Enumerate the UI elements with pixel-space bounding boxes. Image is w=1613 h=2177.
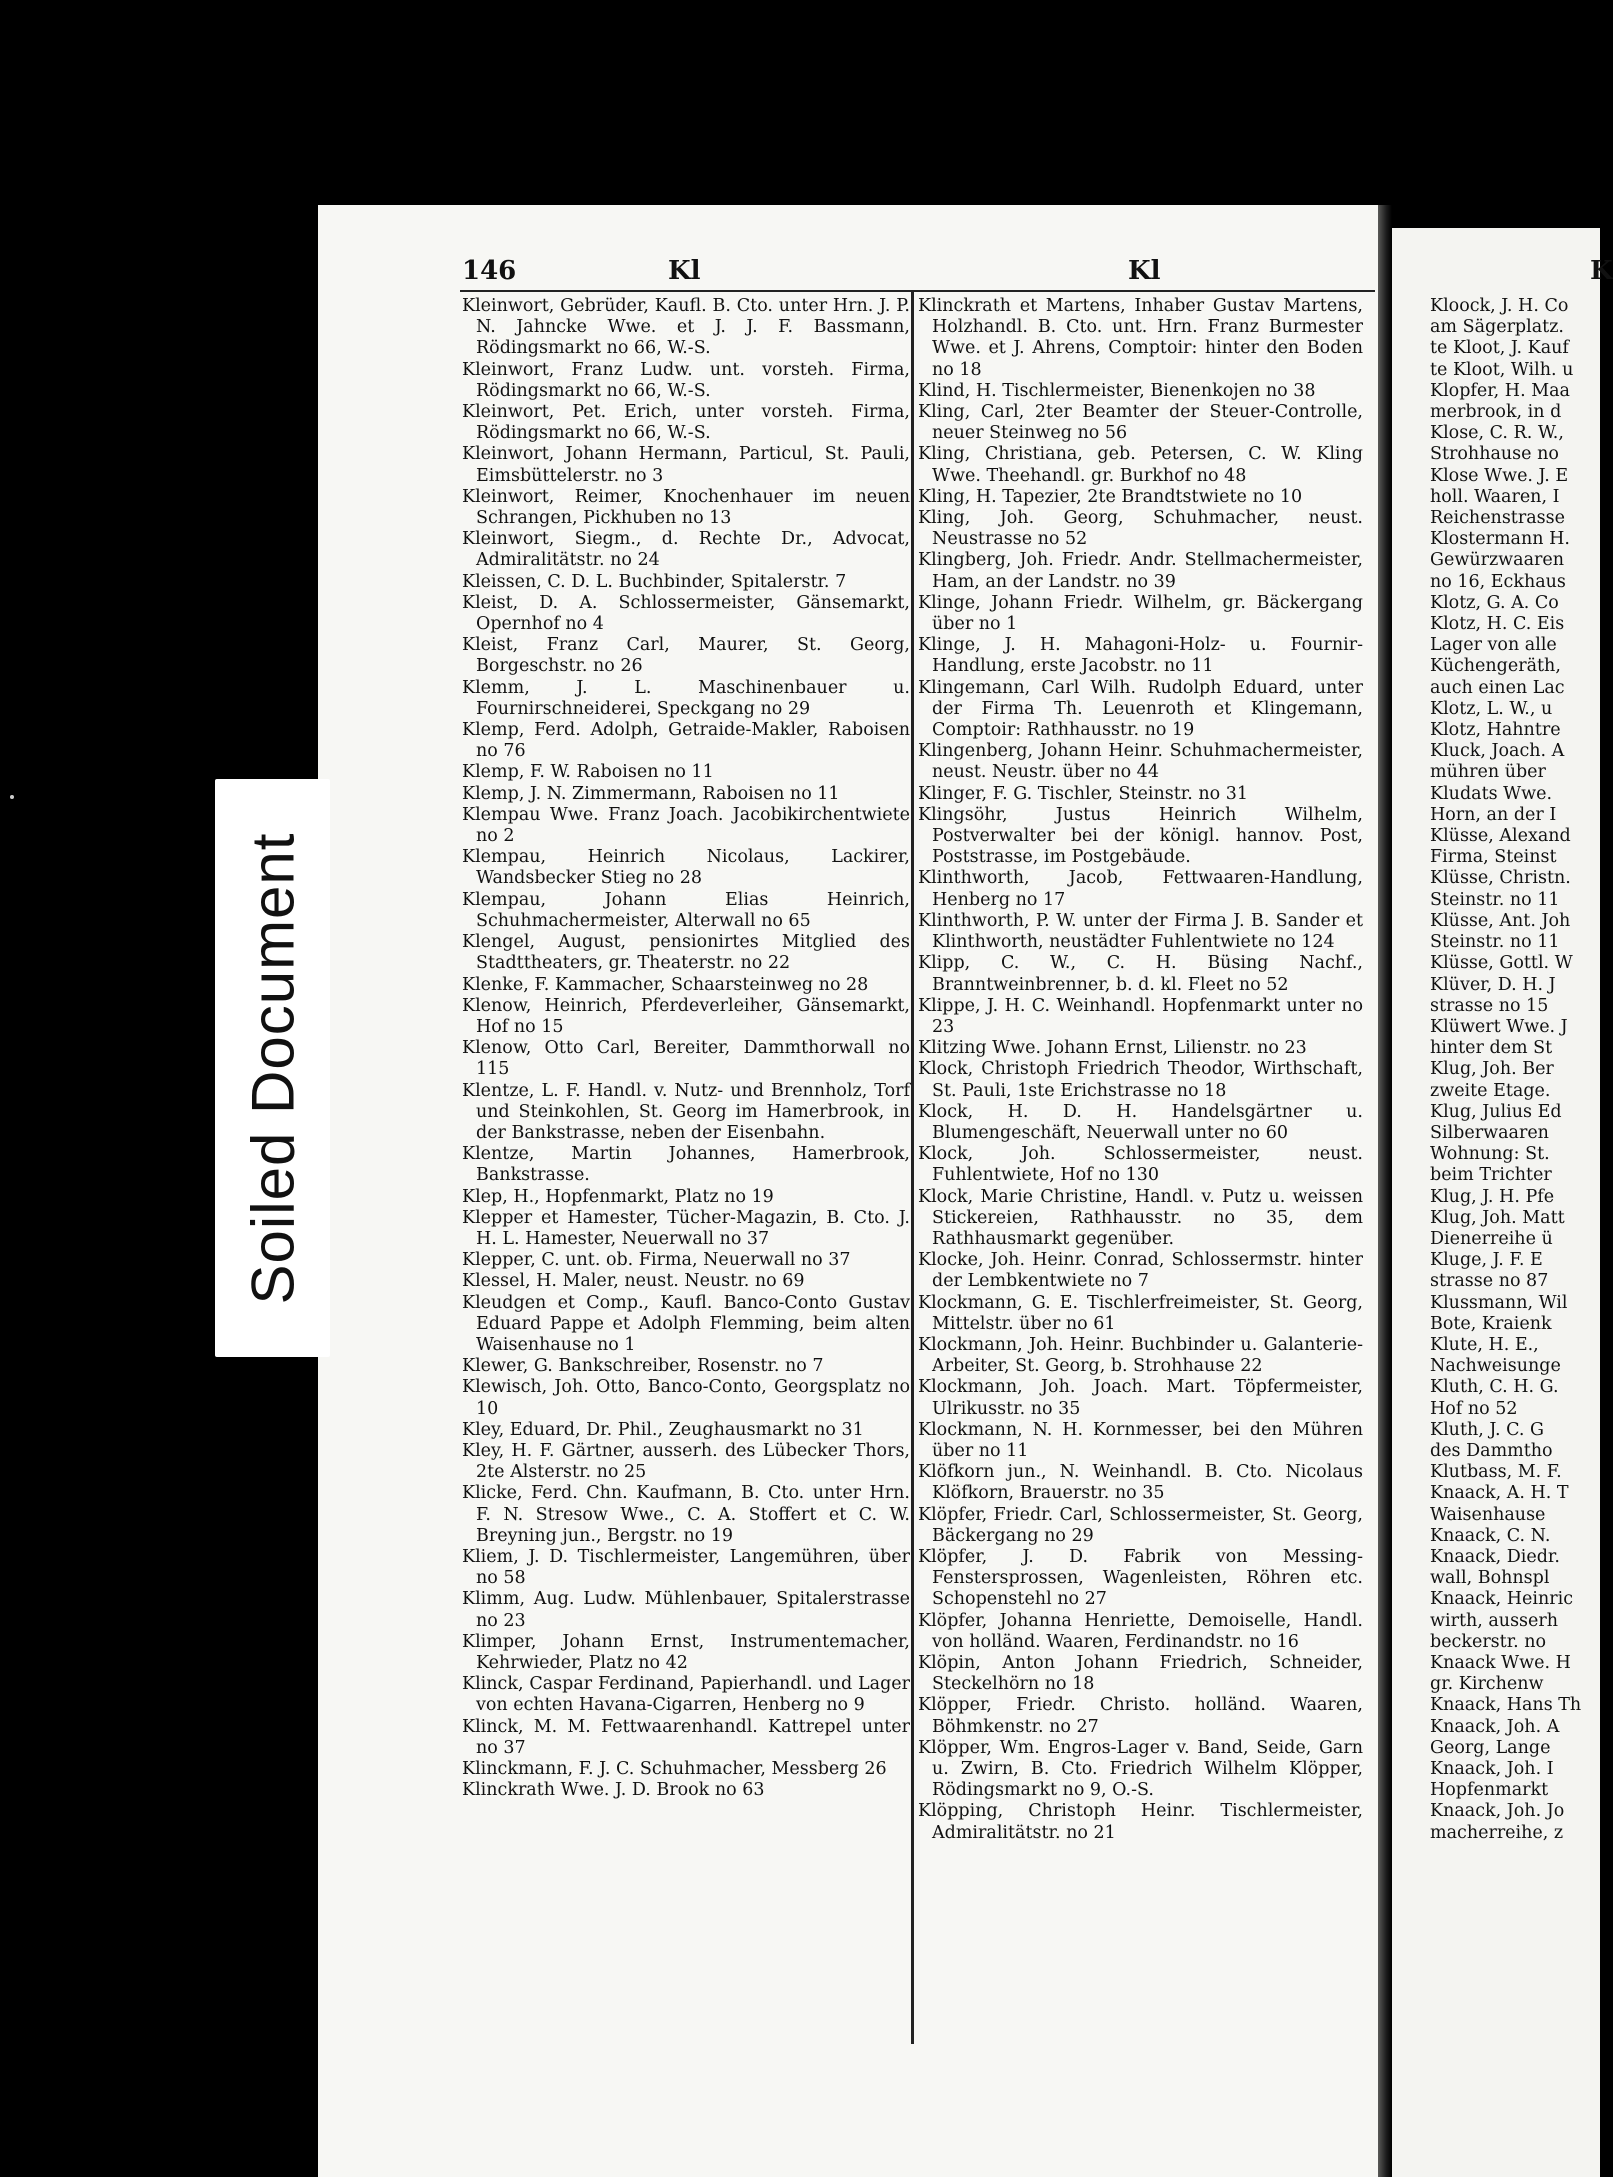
directory-line: Dienerreihe ü (1430, 1228, 1553, 1249)
directory-line: Klussmann, Wil (1430, 1292, 1568, 1313)
directory-line: Firma, Steinst (1430, 847, 1557, 868)
directory-entry: Klingberg, Joh. Friedr. Andr. Stellmachermeister, Ham, an der Landstr. no 39 (918, 550, 1363, 592)
directory-line: macherreihe, z (1430, 1822, 1564, 1843)
directory-entry: Klempau, Heinrich Nicolaus, Lackirer, Wandsbecker Stieg no 28 (462, 847, 910, 889)
directory-line: Hof no 52 (1430, 1398, 1518, 1419)
directory-entry: Kley, H. F. Gärtner, ausserh. des Lübecker Thors, 2te Alsterstr. no 25 (462, 1440, 910, 1483)
directory-entry: Klempau, Johann Elias Heinrich, Schuhmachermeister, Alterwall no 65 (462, 889, 910, 931)
directory-entry: Klenke, F. Kammacher, Schaarsteinweg no 28 (462, 974, 869, 995)
directory-line: Steinstr. no 11 (1430, 889, 1560, 910)
directory-entry: Kleinwort, Franz Ludw. unt. vorsteh. Firma, Rödingsmarkt no 66, W.-S. (462, 359, 910, 401)
directory-entry: Kleudgen et Comp., Kaufl. Banco-Conto Gustav Eduard Pappe et Adolph Flemming, beim alten Waisenhause no 1 (462, 1292, 910, 1355)
directory-line: wirth, ausserh (1430, 1610, 1559, 1631)
directory-entry: Klockmann, G. E. Tischlerfreimeister, St. Georg, Mittelstr. über no 61 (918, 1292, 1363, 1334)
directory-entry: Kling, Carl, 2ter Beamter der Steuer-Controlle, neuer Steinweg no 56 (918, 402, 1363, 444)
directory-line: Kluge, J. F. E (1430, 1250, 1543, 1271)
directory-entry: Klewer, G. Bankschreiber, Rosenstr. no 7 (462, 1356, 824, 1377)
running-head-left: Kl (668, 256, 701, 286)
middle-column (918, 296, 1363, 1844)
directory-entry: Klimm, Aug. Ludw. Mühlenbauer, Spitalerstrasse no 23 (462, 1589, 910, 1631)
directory-entry: Klepper et Hamester, Tücher-Magazin, B. Cto. J. H. L. Hamester, Neuerwall no 37 (462, 1207, 910, 1249)
directory-entry: Klicke, Ferd. Chn. Kaufmann, B. Cto. unter Hrn. F. N. Stresow Wwe., C. A. Stoffert et C. W. Breyning jun., Bergstr. no 19 (462, 1483, 910, 1546)
directory-entry: Klinck, M. M. Fettwaarenhandl. Kattrepel unter no 37 (462, 1716, 910, 1758)
stamp-label: Soiled Document (239, 832, 307, 1304)
directory-line: Klug, J. H. Pfe (1430, 1186, 1555, 1207)
directory-entry: Klinthworth, Jacob, Fettwaaren-Handlung, Henberg no 17 (918, 868, 1363, 910)
directory-entry: Klockmann, Joh. Joach. Mart. Töpfermeister, Ulrikusstr. no 35 (918, 1377, 1363, 1419)
header-rule (460, 290, 1375, 292)
directory-line: Silberwaaren (1430, 1122, 1549, 1143)
directory-line: Kludats Wwe. (1430, 783, 1553, 804)
directory-line: strasse no 87 (1430, 1271, 1549, 1292)
directory-entry: Klimper, Johann Ernst, Instrumentemacher, Kehrwieder, Platz no 42 (462, 1631, 910, 1673)
directory-line: Knaack, C. N. (1430, 1525, 1551, 1546)
directory-line: Reichenstrasse (1430, 508, 1565, 529)
directory-entry: Klinck, Caspar Ferdinand, Papierhandl. und Lager von echten Havana-Cigarren, Henberg no 9 (462, 1674, 910, 1716)
directory-line: beim Trichter (1430, 1165, 1552, 1186)
directory-entry: Klentze, Martin Johannes, Hamerbrook, Bankstrasse. (462, 1144, 910, 1186)
directory-line: wall, Bohnspl (1430, 1568, 1550, 1589)
right-page-column (1430, 296, 1605, 1844)
directory-line: Gewürzwaaren (1430, 550, 1565, 571)
directory-line: Klotz, G. A. Co (1430, 592, 1559, 613)
directory-line: hinter dem St (1430, 1038, 1553, 1059)
directory-line: Klüver, D. H. J (1430, 974, 1556, 995)
directory-line: Klotz, H. C. Eis (1430, 614, 1565, 635)
directory-entry: Kleinwort, Gebrüder, Kaufl. B. Cto. unter Hrn. J. P. N. Jahncke Wwe. et J. J. F. Bassmann, Rödingsmarkt no 66, W.-S. (462, 296, 910, 359)
directory-entry: Klewisch, Joh. Otto, Banco-Conto, Georgsplatz no 10 (462, 1377, 910, 1419)
directory-line: Knaack, Joh. Jo (1430, 1801, 1565, 1822)
left-column (462, 296, 910, 1801)
directory-entry: Klepper, C. unt. ob. Firma, Neuerwall no 37 (462, 1250, 851, 1271)
directory-entry: Klemp, J. N. Zimmermann, Raboisen no 11 (462, 783, 840, 804)
running-head-mid: Kl (1128, 256, 1161, 286)
directory-line: Klute, H. E., (1430, 1334, 1539, 1355)
directory-entry: Klockmann, N. H. Kornmesser, bei den Mühren über no 11 (918, 1419, 1363, 1461)
directory-line: holl. Waaren, I (1430, 486, 1560, 507)
directory-entry: Klitzing Wwe. Johann Ernst, Lilienstr. no 23 (918, 1038, 1307, 1059)
directory-entry: Klemp, F. W. Raboisen no 11 (462, 762, 714, 783)
directory-line: Knaack, Diedr. (1430, 1546, 1560, 1567)
directory-entry: Klock, Marie Christine, Handl. v. Putz u. weissen Stickereien, Rathhausstr. no 35, dem Rathhausmarkt gegenüber. (918, 1186, 1363, 1249)
directory-entry: Kling, H. Tapezier, 2te Brandtstwiete no 10 (918, 486, 1303, 507)
directory-entry: Klöpfer, J. D. Fabrik von Messing-Fenstersprossen, Wagenleisten, Röhren etc. Schopenstehl no 27 (918, 1546, 1363, 1610)
directory-entry: Klemp, Ferd. Adolph, Getraide-Makler, Raboisen no 76 (462, 720, 910, 762)
directory-entry: Klenow, Otto Carl, Bereiter, Dammthorwall no 115 (462, 1038, 910, 1080)
directory-entry: Klempau Wwe. Franz Joach. Jacobikirchentwiete no 2 (462, 804, 910, 847)
book-gutter (1378, 205, 1392, 2177)
directory-line: Klüsse, Alexand (1430, 826, 1571, 847)
directory-line: Wohnung: St. (1430, 1144, 1550, 1165)
binding-tab (1303, 0, 1403, 190)
directory-line: Georg, Lange (1430, 1737, 1551, 1758)
directory-entry: Klippe, J. H. C. Weinhandl. Hopfenmarkt unter no 23 (918, 995, 1363, 1037)
directory-entry: Klockmann, Joh. Heinr. Buchbinder u. Galanterie-Arbeiter, St. Georg, b. Strohhause 22 (918, 1334, 1363, 1377)
directory-line: Klopfer, H. Maa (1430, 380, 1570, 401)
directory-entry: Kley, Eduard, Dr. Phil., Zeughausmarkt no 31 (462, 1419, 864, 1440)
directory-entry: Klinge, J. H. Mahagoni-Holz- u. Fournir-Handlung, erste Jacobstr. no 11 (918, 635, 1363, 677)
directory-line: auch einen Lac (1430, 677, 1565, 698)
directory-line: Knaack Wwe. H (1430, 1653, 1571, 1673)
directory-entry: Kliem, J. D. Tischlermeister, Langemühren, über no 58 (462, 1546, 910, 1589)
directory-line: am Sägerplatz. (1430, 317, 1564, 338)
directory-entry: Klep, H., Hopfenmarkt, Platz no 19 (462, 1186, 774, 1207)
directory-line: Klüsse, Ant. Joh (1430, 910, 1571, 931)
directory-entry: Klessel, H. Maler, neust. Neustr. no 69 (462, 1271, 805, 1292)
directory-entry: Klöpin, Anton Johann Friedrich, Schneider, Steckelhörn no 18 (918, 1653, 1363, 1695)
directory-line: Klüsse, Gottl. W (1430, 953, 1573, 974)
directory-line: no 16, Eckhaus (1430, 571, 1566, 592)
directory-line: te Kloot, J. Kauf (1430, 338, 1569, 359)
directory-entry: Klöpfer, Friedr. Carl, Schlossermeister, St. Georg, Bäckergang no 29 (918, 1504, 1363, 1546)
directory-entry: Klinthworth, P. W. unter der Firma J. B. Sander et Klinthworth, neustädter Fuhlentwiete no 124 (918, 910, 1363, 953)
directory-entry: Kleinwort, Pet. Erich, unter vorsteh. Firma, Rödingsmarkt no 66, W.-S. (462, 402, 910, 444)
directory-line: Kluth, C. H. G. (1430, 1377, 1559, 1398)
page-number: 146 (462, 256, 517, 286)
directory-entry: Klöpper, Wm. Engros-Lager v. Band, Seide, Garn u. Zwirn, B. Cto. Friedrich Wilhelm Klöpper, Rödingsmarkt no 9, O.-S. (918, 1737, 1363, 1801)
directory-entry: Klöpper, Friedr. Christo. holländ. Waaren, Böhmkenstr. no 27 (918, 1695, 1363, 1737)
directory-entry: Klingenberg, Johann Heinr. Schuhmachermeister, neust. Neustr. über no 44 (918, 741, 1363, 783)
directory-line: te Kloot, Wilh. u (1430, 359, 1574, 380)
directory-entry: Klöfkorn jun., N. Weinhandl. B. Cto. Nicolaus Klöfkorn, Brauerstr. no 35 (918, 1462, 1363, 1504)
directory-entry: Kleinwort, Johann Hermann, Particul, St. Pauli, Eimsbüttelerstr. no 3 (462, 444, 910, 486)
directory-line: Bote, Kraienk (1430, 1313, 1552, 1334)
speck (10, 795, 14, 799)
directory-line: Horn, an der I (1430, 804, 1557, 825)
directory-line: Nachweisunge (1430, 1356, 1561, 1377)
directory-entry: Klöpfer, Johanna Henriette, Demoiselle, Handl. von holländ. Waaren, Ferdinandstr. no 16 (918, 1610, 1363, 1652)
directory-line: Strohhause no (1430, 444, 1559, 465)
directory-entry: Klinckrath Wwe. J. D. Brook no 63 (462, 1780, 765, 1801)
running-head-right: K (1590, 256, 1613, 286)
directory-line: Knaack, A. H. T (1430, 1483, 1569, 1504)
directory-entry: Kleinwort, Siegm., d. Rechte Dr., Advocat, Admiralitätstr. no 24 (462, 529, 910, 571)
directory-line: mühren über (1430, 762, 1546, 783)
directory-entry: Klinge, Johann Friedr. Wilhelm, gr. Bäckergang über no 1 (918, 592, 1363, 635)
directory-line: Knaack, Hans Th (1430, 1695, 1582, 1716)
directory-entry: Klentze, L. F. Handl. v. Nutz- und Brennholz, Torf und Steinkohlen, St. Georg im Hamerbrook, in der Bankstrasse, neben der Eisenbahn. (462, 1080, 910, 1143)
directory-line: Klug, Julius Ed (1430, 1101, 1562, 1122)
directory-entry: Klemm, J. L. Maschinenbauer u. Fournirschneiderei, Speckgang no 29 (462, 677, 910, 719)
directory-entry: Klenow, Heinrich, Pferdeverleiher, Gänsemarkt, Hof no 15 (462, 995, 910, 1037)
directory-entry: Klock, Christoph Friedrich Theodor, Wirthschaft, St. Pauli, 1ste Erichstrasse no 18 (918, 1059, 1363, 1101)
directory-entry: Klinckrath et Martens, Inhaber Gustav Martens, Holzhandl. B. Cto. unt. Hrn. Franz Burmester Wwe. et J. Ahrens, Comptoir: hinter den Boden no 18 (918, 296, 1363, 380)
directory-entry: Klock, H. D. H. Handelsgärtner u. Blumengeschäft, Neuerwall unter no 60 (918, 1101, 1363, 1143)
directory-entry: Klinger, F. G. Tischler, Steinstr. no 31 (918, 783, 1248, 804)
directory-line: Klose Wwe. J. E (1430, 465, 1569, 486)
directory-line: beckerstr. no (1430, 1631, 1547, 1652)
directory-line: Kloock, J. H. Co (1430, 296, 1569, 316)
directory-entry: Kling, Christiana, geb. Petersen, C. W. Kling Wwe. Theehandl. gr. Burkhof no 48 (918, 444, 1363, 486)
directory-line: merbrook, in d (1430, 402, 1562, 423)
directory-line: Hopfenmarkt (1430, 1780, 1549, 1801)
directory-entry: Klind, H. Tischlermeister, Bienenkojen no 38 (918, 380, 1316, 401)
directory-line: Klug, Joh. Ber (1430, 1059, 1554, 1080)
directory-line: Klose, C. R. W., (1430, 423, 1564, 444)
directory-line: zweite Etage. (1430, 1080, 1551, 1101)
directory-entry: Kling, Joh. Georg, Schuhmacher, neust. Neustrasse no 52 (918, 508, 1363, 550)
directory-entry: Kleinwort, Reimer, Knochenhauer im neuen Schrangen, Pickhuben no 13 (462, 486, 910, 529)
directory-entry: Klocke, Joh. Heinr. Conrad, Schlossermstr. hinter der Lembkentwiete no 7 (918, 1250, 1363, 1292)
directory-line: Knaack, Joh. A (1430, 1716, 1560, 1737)
directory-line: Klutbass, M. F. (1430, 1462, 1562, 1483)
directory-line: Klotz, L. W., u (1430, 698, 1553, 719)
directory-entry: Klinckmann, F. J. C. Schuhmacher, Messberg 26 (462, 1759, 887, 1780)
column-separator (911, 292, 914, 2044)
directory-entry: Klengel, August, pensionirtes Mitglied des Stadttheaters, gr. Theaterstr. no 22 (462, 932, 910, 974)
directory-line: Klotz, Hahntre (1430, 720, 1561, 741)
directory-entry: Kleissen, C. D. L. Buchbinder, Spitalerstr. 7 (462, 571, 847, 592)
directory-entry: Kleist, Franz Carl, Maurer, St. Georg, Borgeschstr. no 26 (462, 635, 910, 677)
directory-line: Klüwert Wwe. J (1430, 1016, 1568, 1037)
directory-line: Lager von alle (1430, 635, 1557, 656)
directory-line: Kluck, Joach. A (1430, 741, 1565, 762)
directory-line: Kluth, J. C. G (1430, 1419, 1545, 1440)
directory-entry: Klingsöhr, Justus Heinrich Wilhelm, Postverwalter bei der königl. hannov. Post, Poststrasse, im Postgebäude. (918, 804, 1363, 868)
directory-entry: Klipp, C. W., C. H. Büsing Nachf., Branntweinbrenner, b. d. kl. Fleet no 52 (918, 953, 1363, 995)
directory-entry: Klöpping, Christoph Heinr. Tischlermeister, Admiralitätstr. no 21 (918, 1801, 1363, 1843)
directory-line: des Dammtho (1430, 1440, 1553, 1461)
directory-line: strasse no 15 (1430, 995, 1549, 1016)
soiled-document-stamp (215, 779, 330, 1357)
directory-line: Küchengeräth, (1430, 656, 1561, 677)
directory-line: Waisenhause (1430, 1504, 1546, 1525)
directory-entry: Klock, Joh. Schlossermeister, neust. Fuhlentwiete, Hof no 130 (918, 1144, 1363, 1186)
directory-line: gr. Kirchenw (1430, 1674, 1544, 1695)
directory-line: Klüsse, Christn. (1430, 868, 1571, 889)
directory-line: Knaack, Joh. I (1430, 1759, 1554, 1780)
directory-entry: Kleist, D. A. Schlossermeister, Gänsemarkt, Opernhof no 4 (462, 592, 910, 635)
directory-line: Klug, Joh. Matt (1430, 1207, 1565, 1228)
directory-line: Knaack, Heinric (1430, 1589, 1573, 1610)
directory-line: Klostermann H. (1430, 529, 1570, 550)
directory-entry: Klingemann, Carl Wilh. Rudolph Eduard, unter der Firma Th. Leuenroth et Klingemann, Comptoir: Rathhausstr. no 19 (918, 677, 1363, 741)
directory-line: Steinstr. no 11 (1430, 932, 1560, 953)
